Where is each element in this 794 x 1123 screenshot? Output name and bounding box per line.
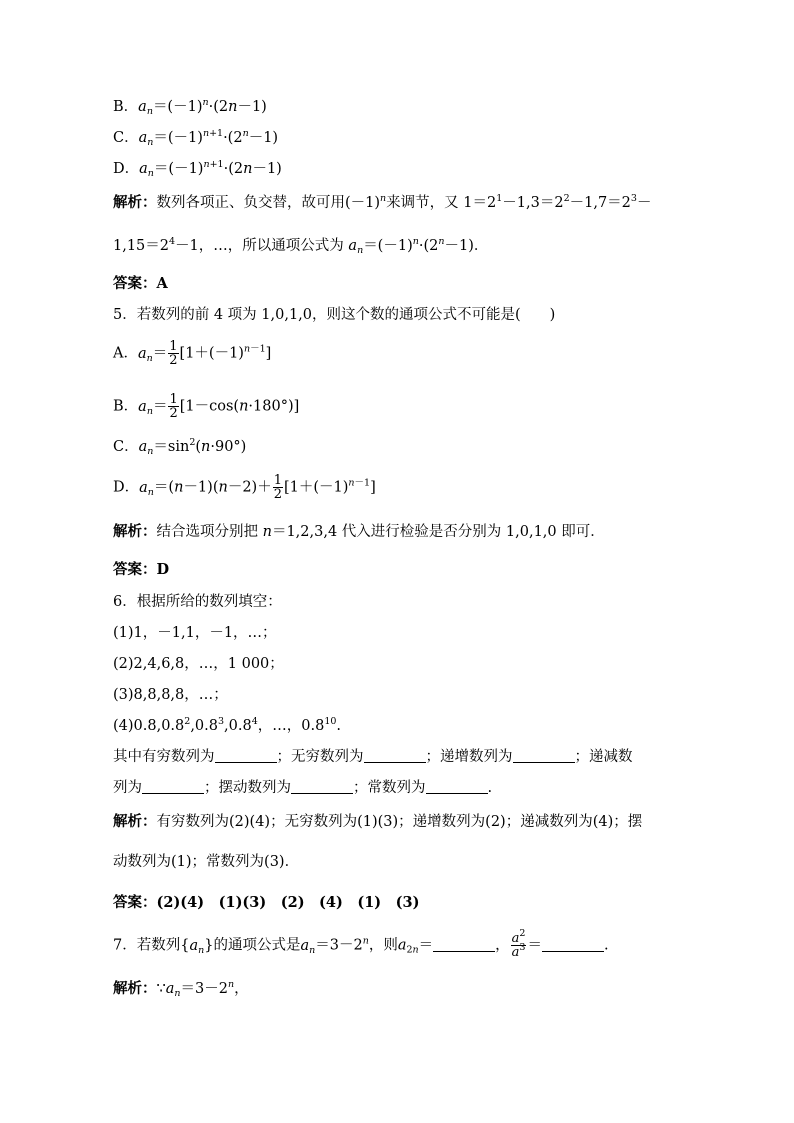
answer-blank[interactable] — [291, 779, 353, 794]
fraction-half: $\frac{1}{2}$ — [169, 339, 178, 368]
q5-option-d: D．$a_n=(n-1)(n-2)+$ $\frac{1}{2}$ $[1+(-1)^{n-1}]$ — [113, 473, 376, 502]
answer-blank[interactable] — [426, 779, 488, 794]
q5-analysis: 解析：结合选项分别把 n＝1,2,3,4 代入进行检验是否分别为 1,0,1,0 即可． — [113, 523, 605, 540]
q6-item-4: (4)0.8,0.8$^2$,0.8$^3$,0.8$^4$，…，$0.8^{10}$. — [113, 716, 342, 734]
q6-item-3: (3)8,8,8,8，…； — [113, 687, 228, 703]
q4-analysis-line1: 解析：数列各项正、负交替，故可用$(-1)^n$来调节，又 $1=2^1-1,3=2^2-1,7=2^3-$ — [113, 193, 652, 211]
q4-answer: 答案：A — [113, 275, 168, 292]
q5-stem: 5．若数列的前 4 项为 1,0,1,0，则这个数的通项公式不可能是( ) — [113, 307, 556, 323]
q6-stem: 6．根据所给的数列填空： — [113, 594, 282, 610]
q6-fill-line2: 列为 ；摆动数列为 ；常数列为 . — [113, 780, 493, 796]
answer-blank[interactable] — [433, 937, 495, 952]
answer-blank[interactable] — [215, 748, 277, 763]
q5-option-c: C．$a_n=\sin^2(n\cdot 90^\circ)$ — [113, 437, 247, 457]
fraction-half: $\frac{1}{2}$ — [169, 392, 178, 421]
q4-analysis-line2: $1,15=2^4-1$，…，所以通项公式为 $a_n=(-1)^n\cdot(2^n-1)$． — [113, 236, 489, 256]
answer-blank[interactable] — [542, 937, 604, 952]
answer-blank[interactable] — [513, 748, 575, 763]
q4-option-d: D．$a_n=(-1)^{n+1}\cdot(2n-1)$ — [113, 159, 282, 179]
q6-analysis-line2: 动数列为(1)；常数列为(3)． — [113, 854, 300, 870]
q5-option-b: B．$a_n=$ $\frac{1}{2}$ [1－cos(n·180°)] — [113, 392, 300, 421]
answer-blank[interactable] — [142, 779, 204, 794]
q5-option-a: A．$a_n=$ $\frac{1}{2}$ $[1+(-1)^{n-1}]$ — [113, 339, 272, 368]
fraction-a2-over-a3: $\frac{a^2}{a^3}$ — [511, 928, 526, 960]
answer-blank[interactable] — [364, 748, 426, 763]
q6-fill-line1: 其中有穷数列为 ；无穷数列为 ；递增数列为 ；递减数 — [113, 749, 633, 765]
q4-option-c: C．$a_n=(-1)^{n+1}\cdot(2^n-1)$ — [113, 128, 279, 148]
q4-option-b: B．$a_n=(-1)^n\cdot(2n-1)$ — [113, 97, 267, 117]
q6-analysis-line1: 解析：有穷数列为(2)(4)；无穷数列为(1)(3)；递增数列为(2)；递减数列为(4)；摆 — [113, 813, 643, 830]
q7-stem: 7．若数列$\{a_n\}$的通项公式是$a_n=3-2^n$，则$a_{2n}=$ ， $\frac{a^2}{a^3}$ ＝ . — [113, 928, 609, 960]
q5-answer: 答案：D — [113, 561, 170, 578]
q6-answer: 答案：(2)(4) (1)(3) (2) (4) (1) (3) — [113, 894, 420, 911]
q7-analysis: 解析：$\because a_n=3-2^n$， — [113, 979, 249, 999]
q6-item-2: (2)2,4,6,8，…，1 000； — [113, 656, 284, 672]
fraction-half: $\frac{1}{2}$ — [273, 473, 282, 502]
q6-item-1: (1)1，－1,1，－1，…； — [113, 625, 277, 641]
